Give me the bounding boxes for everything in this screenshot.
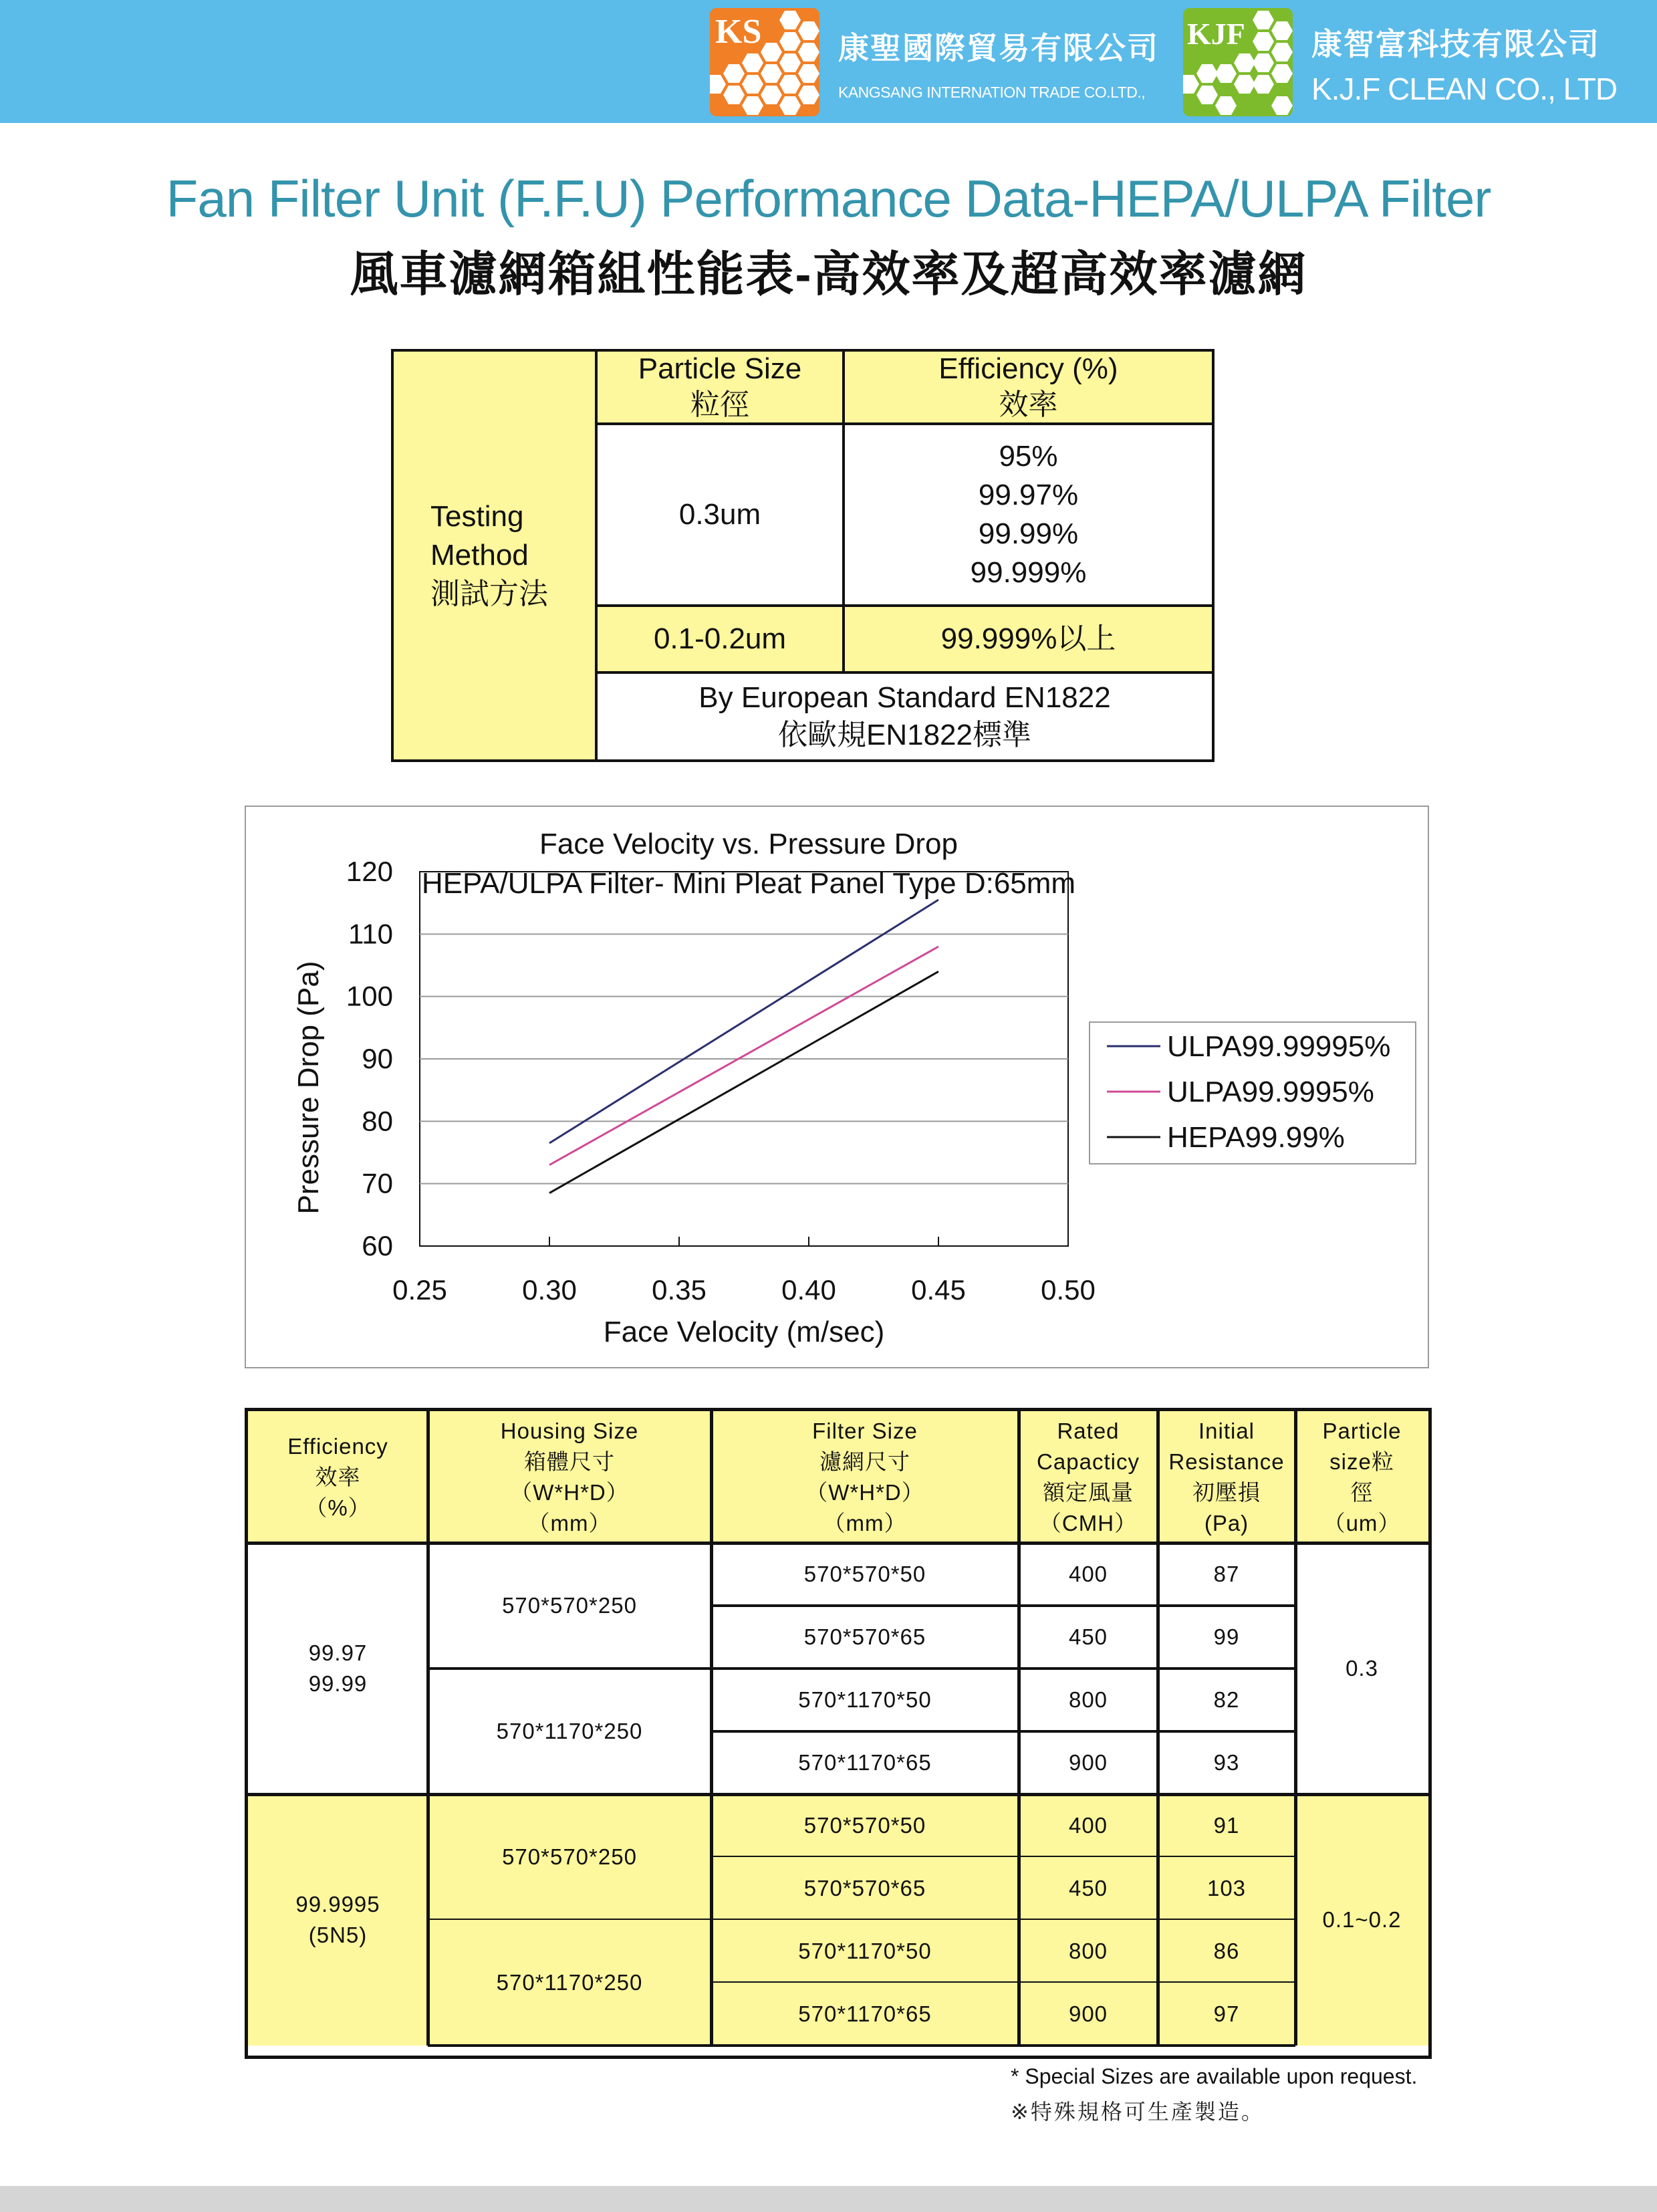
header-filter-text: Filter Size — [812, 1418, 918, 1443]
column-divider — [1294, 1411, 1297, 2046]
testing-method-en-1: Testing — [430, 500, 524, 533]
housing-size-cell-text: 570*570*250 — [502, 1844, 637, 1869]
svg-text:KS: KS — [715, 13, 762, 51]
testing-method-zh: 測試方法 — [430, 578, 548, 610]
rated-capacity-cell — [1019, 1794, 1158, 1857]
header-initial — [1158, 1411, 1295, 1543]
rated-capacity-cell — [1019, 1920, 1158, 1983]
housing-size-cell-text: 570*1170*250 — [496, 1970, 643, 1995]
particle-size-cell — [1295, 1543, 1428, 1794]
ks-logo — [710, 8, 819, 116]
header-efficiency-text: （%） — [305, 1495, 371, 1520]
filter-size-cell-text: 570*570*65 — [803, 1624, 926, 1649]
row-divider — [428, 2044, 1295, 2047]
kjf-logo — [1183, 8, 1293, 116]
rated-capacity-cell-text: 450 — [1068, 1876, 1108, 1900]
header-efficiency — [248, 1411, 428, 1543]
rated-capacity-cell-text: 800 — [1068, 1939, 1108, 1963]
header-banner — [0, 0, 1657, 123]
header-particle-text: （um） — [1323, 1510, 1401, 1535]
rated-capacity-cell — [1019, 1606, 1158, 1669]
x-tick-label: 0.25 — [392, 1274, 447, 1306]
efficiency-group-text: (5N5) — [308, 1923, 368, 1947]
initial-resistance-cell-text: 87 — [1213, 1562, 1240, 1586]
filter-size-cell — [711, 1983, 1019, 2046]
filter-size-cell-text: 570*1170*65 — [798, 2001, 932, 2026]
particle-size-cell-text: 0.3 — [1346, 1656, 1378, 1681]
initial-resistance-cell — [1158, 1731, 1295, 1794]
rated-capacity-cell — [1019, 1857, 1158, 1920]
standard-en: By European Standard EN1822 — [698, 681, 1111, 714]
housing-size-cell — [428, 1543, 711, 1669]
header-filter-text: （mm） — [823, 1510, 907, 1535]
chart-title: Face Velocity vs. Pressure Drop — [539, 828, 959, 860]
filter-size-cell — [711, 1794, 1019, 1857]
header-initial-text: (Pa) — [1204, 1510, 1249, 1535]
filter-size-cell — [711, 1731, 1019, 1794]
column-divider — [1156, 1411, 1160, 2046]
header-housing — [428, 1411, 711, 1543]
efficiency-header-en: Efficiency (%) — [938, 352, 1118, 385]
efficiency-value: 99.99% — [978, 517, 1079, 550]
series-line-3 — [549, 971, 938, 1193]
header-particle-text: 徑 — [1350, 1479, 1374, 1505]
efficiency-value: 99.999% — [970, 556, 1087, 589]
x-tick-label: 0.35 — [652, 1274, 707, 1306]
header-efficiency-text: 效率 — [315, 1464, 361, 1489]
standard-zh: 依歐規EN1822標準 — [777, 719, 1031, 751]
efficiency-list — [845, 425, 1212, 607]
particle-size-header — [598, 352, 845, 425]
special-sizes-note-zh: ※特殊規格可生產製造。 — [1011, 2100, 1265, 2124]
legend-label: ULPA99.9995% — [1167, 1076, 1374, 1108]
initial-resistance-cell — [1158, 1794, 1295, 1857]
filter-size-cell-text: 570*570*50 — [803, 1562, 926, 1586]
rated-capacity-cell — [1019, 1543, 1158, 1606]
testing-method-en-2: Method — [430, 539, 529, 572]
y-tick-label: 60 — [362, 1230, 393, 1261]
efficiency-group-text: 99.9995 — [295, 1892, 380, 1917]
rated-capacity-cell — [1019, 1731, 1158, 1794]
header-rated-text: Capacticy — [1037, 1449, 1140, 1474]
pressure-drop-chart — [245, 806, 1429, 1368]
header-efficiency-text: Efficiency — [287, 1433, 388, 1459]
particle-size-01-02: 0.1-0.2um — [598, 607, 845, 674]
initial-resistance-cell-text: 91 — [1213, 1813, 1240, 1838]
filter-size-cell-text: 570*570*50 — [803, 1813, 926, 1838]
initial-resistance-cell-text: 93 — [1213, 1750, 1240, 1775]
housing-size-cell — [428, 1794, 711, 1920]
filter-size-cell-text: 570*570*65 — [803, 1876, 926, 1900]
filter-size-cell — [711, 1857, 1019, 1920]
column-divider — [710, 1411, 713, 2046]
efficiency-header-zh: 效率 — [999, 388, 1058, 421]
header-housing-text: 箱體尺寸 — [524, 1449, 615, 1474]
ks-logo-icon — [710, 8, 819, 116]
efficiency-group — [248, 1543, 428, 1794]
housing-size-cell-text: 570*1170*250 — [496, 1719, 643, 1743]
ks-company-name-en: KANGSANG INTERNATION TRADE CO.LTD., — [838, 84, 1146, 101]
column-divider — [1017, 1411, 1021, 2046]
filter-size-cell — [711, 1920, 1019, 1983]
performance-spec-table — [245, 1408, 1432, 2059]
efficiency-group-text: 99.97 — [308, 1640, 368, 1665]
rated-capacity-cell-text: 450 — [1068, 1624, 1108, 1649]
rated-capacity-cell-text: 800 — [1068, 1687, 1108, 1712]
efficiency-value: 95% — [999, 440, 1058, 473]
initial-resistance-cell — [1158, 1543, 1295, 1606]
initial-resistance-cell-text: 103 — [1206, 1876, 1247, 1900]
y-tick-label: 70 — [362, 1167, 393, 1199]
initial-resistance-cell-text: 86 — [1213, 1939, 1240, 1963]
kjf-company-name-en: K.J.F CLEAN CO., LTD — [1311, 72, 1618, 106]
x-tick-label: 0.30 — [522, 1274, 577, 1306]
particle-size-cell-text: 0.1~0.2 — [1322, 1907, 1402, 1932]
header-particle — [1295, 1411, 1428, 1543]
header-particle-text: size粒 — [1329, 1449, 1394, 1474]
initial-resistance-cell-text: 97 — [1213, 2001, 1240, 2026]
x-tick-label: 0.50 — [1041, 1274, 1096, 1306]
header-initial-text: Resistance — [1168, 1449, 1285, 1474]
header-housing-text: （W*H*D） — [510, 1479, 629, 1505]
chart-svg — [246, 807, 1430, 1370]
group-divider — [248, 1793, 1428, 1796]
y-tick-label: 100 — [346, 980, 393, 1012]
initial-resistance-cell — [1158, 1920, 1295, 1983]
header-filter-text: 濾網尺寸 — [819, 1449, 910, 1474]
column-divider — [426, 1411, 430, 2046]
standard-note — [598, 674, 1212, 759]
header-initial-text: Initial — [1198, 1418, 1255, 1443]
testing-method-label — [394, 352, 598, 759]
efficiency-group — [248, 1794, 428, 2046]
y-tick-label: 90 — [362, 1043, 393, 1074]
initial-resistance-cell — [1158, 1669, 1295, 1731]
rated-capacity-cell — [1019, 1669, 1158, 1731]
group-divider — [248, 1542, 1428, 1545]
particle-size-03: 0.3um — [598, 425, 845, 607]
y-tick-label: 80 — [362, 1105, 393, 1137]
filter-size-cell — [711, 1543, 1019, 1606]
header-housing-text: Housing Size — [500, 1418, 639, 1443]
initial-resistance-cell — [1158, 1983, 1295, 2046]
x-axis-label: Face Velocity (m/sec) — [603, 1316, 885, 1348]
particle-size-header-zh: 粒徑 — [690, 388, 749, 421]
header-rated-text: （CMH） — [1039, 1510, 1138, 1535]
y-axis-label: Pressure Drop (Pa) — [292, 961, 325, 1215]
particle-size-header-en: Particle Size — [638, 352, 802, 385]
initial-resistance-cell — [1158, 1857, 1295, 1920]
rated-capacity-cell-text: 900 — [1068, 1750, 1108, 1775]
legend-label: ULPA99.99995% — [1167, 1030, 1391, 1063]
filter-size-cell — [711, 1606, 1019, 1669]
filter-size-cell-text: 570*1170*50 — [798, 1939, 932, 1963]
filter-size-cell-text: 570*1170*50 — [798, 1687, 932, 1712]
initial-resistance-cell — [1158, 1606, 1295, 1669]
housing-size-cell — [428, 1920, 711, 2046]
header-housing-text: （mm） — [527, 1510, 612, 1535]
chart-subtitle: HEPA/ULPA Filter- Mini Pleat Panel Type D:65mm — [421, 867, 1076, 900]
efficiency-header — [845, 352, 1212, 425]
header-particle-text: Particle — [1322, 1418, 1402, 1443]
series-line-1 — [549, 900, 938, 1143]
legend-label: HEPA99.99% — [1167, 1121, 1345, 1154]
efficiency-group-text: 99.99 — [308, 1671, 368, 1696]
kjf-logo-icon — [1183, 8, 1293, 116]
svg-text:KJF: KJF — [1187, 17, 1245, 51]
housing-size-cell — [428, 1669, 711, 1794]
special-sizes-note-en: * Special Sizes are available upon request. — [1011, 2064, 1418, 2088]
x-tick-label: 0.45 — [911, 1274, 966, 1306]
rated-capacity-cell-text: 900 — [1068, 2001, 1108, 2026]
initial-resistance-cell-text: 99 — [1213, 1624, 1240, 1649]
rated-capacity-cell-text: 400 — [1068, 1562, 1108, 1586]
efficiency-above: 99.999%以上 — [845, 607, 1212, 674]
y-tick-label: 120 — [346, 856, 393, 887]
header-filter-text: （W*H*D） — [805, 1479, 924, 1505]
efficiency-value: 99.97% — [978, 479, 1079, 511]
rated-capacity-cell — [1019, 1983, 1158, 2046]
rated-capacity-cell-text: 400 — [1068, 1813, 1108, 1838]
kjf-company-name-zh: 康智富科技有限公司 — [1311, 27, 1600, 62]
testing-method-table — [391, 349, 1215, 762]
initial-resistance-cell-text: 82 — [1213, 1687, 1240, 1712]
series-line-2 — [549, 947, 938, 1165]
filter-size-cell-text: 570*1170*65 — [798, 1750, 932, 1775]
y-tick-label: 110 — [348, 918, 393, 950]
x-tick-label: 0.40 — [781, 1274, 836, 1306]
header-initial-text: 初壓損 — [1192, 1479, 1261, 1505]
ks-company-name-zh: 康聖國際貿易有限公司 — [838, 31, 1159, 66]
header-rated — [1019, 1411, 1158, 1543]
filter-size-cell — [711, 1669, 1019, 1731]
header-rated-text: 額定風量 — [1043, 1479, 1134, 1505]
header-rated-text: Rated — [1057, 1418, 1120, 1443]
particle-size-cell — [1295, 1794, 1428, 2046]
page-title-en: Fan Filter Unit (F.F.U) Performance Data-HEPA/ULPA Filter — [166, 169, 1491, 228]
housing-size-cell-text: 570*570*250 — [502, 1593, 637, 1618]
footer-bar — [0, 2186, 1657, 2212]
page-title-zh: 風車濾網箱組性能表-高效率及超高效率濾網 — [350, 248, 1307, 301]
header-filter — [711, 1411, 1019, 1543]
